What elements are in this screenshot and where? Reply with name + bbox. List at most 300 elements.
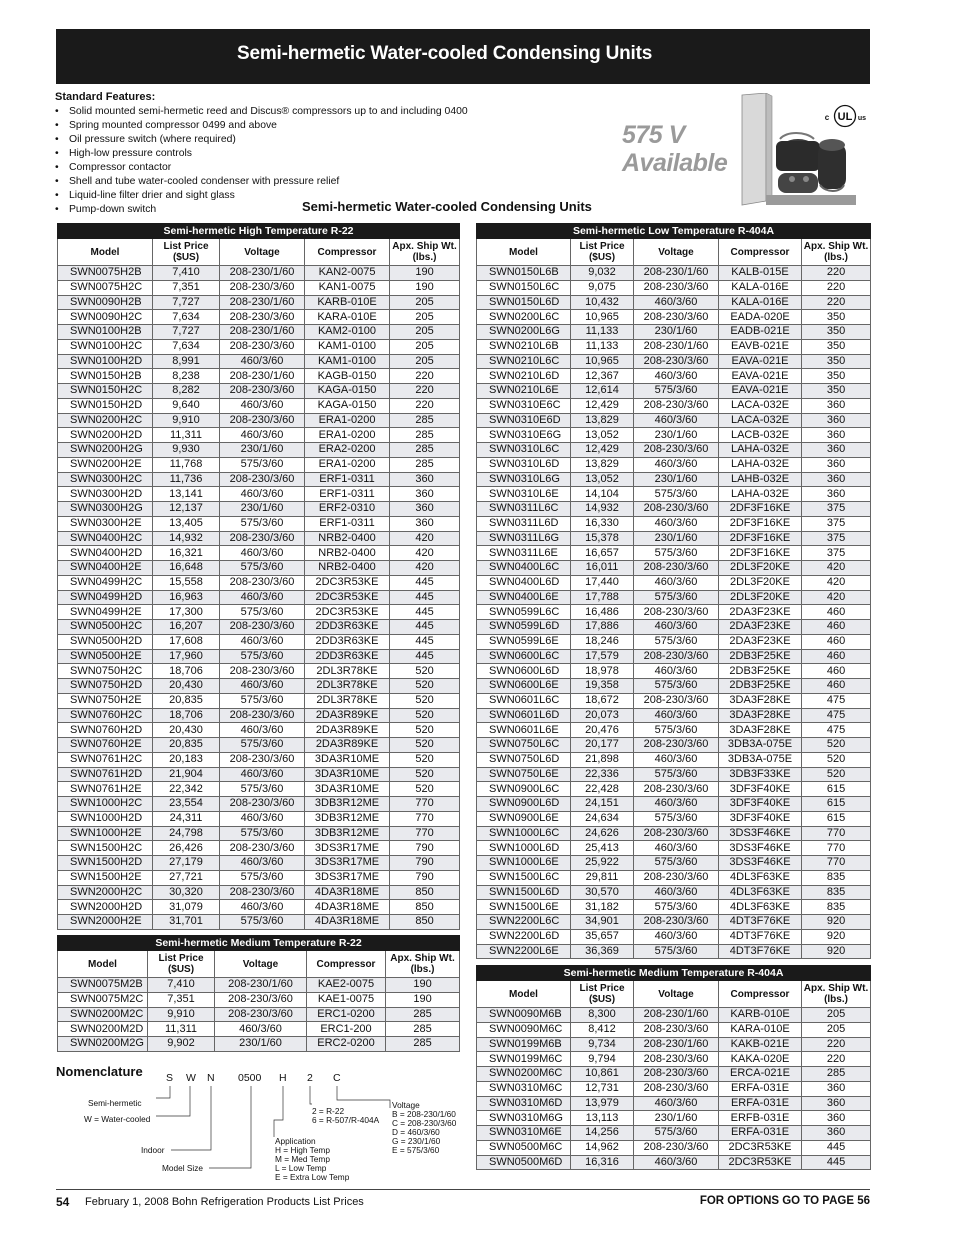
table-row [58, 546, 460, 561]
compressor-cell: 3DA3F28KE [719, 723, 802, 738]
compressor-cell: 2DL3F20KE [719, 561, 802, 576]
compressor-cell: 4DL3F63KE [719, 885, 802, 900]
voltage-cell: 208-230/3/60 [634, 310, 719, 325]
weight-cell: 850 [390, 915, 460, 930]
weight-cell: 375 [802, 502, 871, 517]
table-row [477, 531, 871, 546]
model-cell: SWN2000H2E [58, 915, 153, 930]
model-cell: SWN0150H2B [58, 369, 153, 384]
voltage-cell: 208-230/3/60 [220, 797, 305, 812]
compressor-cell: KAE2-0075 [307, 978, 386, 993]
weight-cell: 445 [390, 590, 460, 605]
table-row [477, 1067, 871, 1082]
price-cell: 16,316 [571, 1155, 634, 1170]
price-cell: 12,367 [571, 369, 634, 384]
voltage-cell: 575/3/60 [634, 944, 719, 959]
price-cell: 25,922 [571, 856, 634, 871]
weight-cell: 460 [802, 649, 871, 664]
nomen-refrigerant [312, 1107, 379, 1125]
price-cell: 29,811 [571, 870, 634, 885]
table-row [477, 679, 871, 694]
model-cell: SWN0200H2G [58, 443, 153, 458]
compressor-cell: ERA1-0200 [305, 457, 390, 472]
model-cell: SWN0311L6G [477, 531, 571, 546]
code-char-w: W [186, 1072, 196, 1084]
price-cell: 13,052 [571, 428, 634, 443]
voltage-cell: 460/3/60 [634, 413, 719, 428]
voltage-badge-line2: Available [622, 149, 728, 177]
table-row [58, 369, 460, 384]
feature-item: • Oil pressure switch (where required) [55, 133, 525, 147]
compressor-cell: 3DB3R12ME [305, 797, 390, 812]
feature-item: • Spring mounted compressor 0499 and above [55, 119, 525, 133]
voltage-cell: 575/3/60 [634, 590, 719, 605]
weight-cell: 520 [802, 767, 871, 782]
price-cell: 22,342 [153, 782, 220, 797]
compressor-cell: 3DF3F40KE [719, 797, 802, 812]
table-row [58, 797, 460, 812]
weight-cell: 790 [390, 841, 460, 856]
table-row [477, 649, 871, 664]
table-row [477, 870, 871, 885]
price-cell: 14,962 [571, 1140, 634, 1155]
table-row [477, 561, 871, 576]
price-cell: 13,405 [153, 516, 220, 531]
weight-cell: 360 [802, 428, 871, 443]
model-cell: SWN1500H2E [58, 870, 153, 885]
weight-cell: 190 [386, 978, 460, 993]
price-cell: 8,300 [571, 1008, 634, 1023]
nomen-application-m: M = Med Temp [275, 1154, 330, 1164]
table-row [477, 797, 871, 812]
price-cell: 24,311 [153, 811, 220, 826]
voltage-cell: 575/3/60 [220, 915, 305, 930]
price-cell: 13,979 [571, 1096, 634, 1111]
weight-cell: 360 [390, 487, 460, 502]
compressor-cell: 2DA3F23KE [719, 634, 802, 649]
voltage-cell: 575/3/60 [634, 487, 719, 502]
compressor-cell: 4DT3F76KE [719, 944, 802, 959]
compressor-cell: 2DA3R89KE [305, 708, 390, 723]
weight-cell: 360 [390, 472, 460, 487]
price-cell: 9,910 [148, 1007, 215, 1022]
table-row [477, 738, 871, 753]
price-cell: 8,991 [153, 354, 220, 369]
compressor-cell: 4DL3F63KE [719, 870, 802, 885]
weight-cell: 615 [802, 797, 871, 812]
model-cell: SWN0300H2C [58, 472, 153, 487]
column-header: Model [477, 981, 571, 1008]
model-cell: SWN0761H2E [58, 782, 153, 797]
table-row [477, 767, 871, 782]
table-row [477, 590, 871, 605]
price-cell: 18,246 [571, 634, 634, 649]
model-cell: SWN1000L6D [477, 841, 571, 856]
column-header: Model [58, 951, 148, 978]
table-row [477, 398, 871, 413]
nomen-application [275, 1137, 349, 1182]
voltage-cell: 208-230/3/60 [220, 841, 305, 856]
price-cell: 7,351 [153, 280, 220, 295]
voltage-cell: 460/3/60 [220, 354, 305, 369]
compressor-cell: 3DA3R10ME [305, 782, 390, 797]
voltage-cell: 575/3/60 [634, 856, 719, 871]
voltage-cell: 460/3/60 [634, 929, 719, 944]
price-cell: 9,930 [153, 443, 220, 458]
column-header: Voltage [215, 951, 307, 978]
nomen-voltage-title: Voltage [392, 1100, 420, 1110]
table-caption: Semi-hermetic Medium Temperature R-404A [477, 966, 871, 981]
compressor-cell: EAVA-021E [719, 384, 802, 399]
price-cell: 9,910 [153, 413, 220, 428]
voltage-cell: 208-230/3/60 [220, 664, 305, 679]
price-cell: 12,614 [571, 384, 634, 399]
compressor-cell: 3DA3F28KE [719, 708, 802, 723]
model-cell: SWN0210L6B [477, 339, 571, 354]
price-cell: 12,731 [571, 1081, 634, 1096]
table-row [477, 900, 871, 915]
voltage-cell: 208-230/3/60 [634, 782, 719, 797]
weight-cell: 350 [802, 369, 871, 384]
table-row [477, 841, 871, 856]
price-cell: 18,672 [571, 693, 634, 708]
price-cell: 22,336 [571, 767, 634, 782]
nomen-indoor: Indoor [141, 1145, 165, 1155]
model-cell: SWN0090H2B [58, 295, 153, 310]
price-cell: 18,978 [571, 664, 634, 679]
table-row [58, 1037, 460, 1052]
model-cell: SWN0075M2C [58, 992, 148, 1007]
model-cell: SWN0310L6C [477, 443, 571, 458]
table-row [477, 546, 871, 561]
table-row [58, 693, 460, 708]
voltage-cell: 575/3/60 [220, 826, 305, 841]
compressor-cell: LAHA-032E [719, 487, 802, 502]
price-cell: 15,378 [571, 531, 634, 546]
model-cell: SWN0599L6C [477, 605, 571, 620]
model-cell: SWN0300H2E [58, 516, 153, 531]
voltage-cell: 460/3/60 [220, 723, 305, 738]
table-row [477, 487, 871, 502]
compressor-cell: 2DC3R53KE [305, 605, 390, 620]
column-header: List Price ($US) [153, 239, 220, 266]
weight-cell: 205 [390, 325, 460, 340]
compressor-cell: KAGA-0150 [305, 384, 390, 399]
voltage-cell: 460/3/60 [634, 797, 719, 812]
voltage-cell: 230/1/60 [215, 1037, 307, 1052]
column-header: Compressor [307, 951, 386, 978]
table-high-temp-r22 [57, 223, 460, 930]
voltage-cell: 575/3/60 [634, 384, 719, 399]
footer-options-link: FOR OPTIONS GO TO PAGE 56 [699, 1195, 870, 1207]
model-cell: SWN0750L6D [477, 752, 571, 767]
price-cell: 9,032 [571, 266, 634, 281]
compressor-cell: 2DC3R53KE [305, 575, 390, 590]
table-row [477, 280, 871, 295]
weight-cell: 285 [386, 1022, 460, 1037]
compressor-cell: 2DD3R63KE [305, 634, 390, 649]
weight-cell: 285 [386, 1007, 460, 1022]
weight-cell: 220 [802, 1052, 871, 1067]
table-row [58, 992, 460, 1007]
feature-item: • Liquid-line filter drier and sight glass [55, 189, 525, 203]
feature-item: • Shell and tube water-cooled condenser with pressure relief [55, 175, 525, 189]
price-cell: 7,410 [153, 266, 220, 281]
voltage-cell: 460/3/60 [220, 767, 305, 782]
nomen-application-title: Application [275, 1136, 316, 1146]
price-cell: 11,311 [148, 1022, 215, 1037]
column-header: List Price ($US) [571, 239, 634, 266]
voltage-cell: 460/3/60 [634, 1096, 719, 1111]
table-row [58, 443, 460, 458]
weight-cell: 205 [390, 295, 460, 310]
column-header: Apx. Ship Wt. (lbs.) [386, 951, 460, 978]
voltage-cell: 208-230/3/60 [634, 693, 719, 708]
voltage-cell: 575/3/60 [634, 811, 719, 826]
price-cell: 17,886 [571, 620, 634, 635]
price-cell: 20,073 [571, 708, 634, 723]
model-cell: SWN0310E6D [477, 413, 571, 428]
table-row [477, 811, 871, 826]
compressor-cell: ERA1-0200 [305, 428, 390, 443]
voltage-cell: 208-230/1/60 [220, 295, 305, 310]
table-row [477, 708, 871, 723]
compressor-cell: 3DA3F28KE [719, 693, 802, 708]
weight-cell: 445 [802, 1155, 871, 1170]
table-row [477, 575, 871, 590]
compressor-cell: KARB-010E [719, 1008, 802, 1023]
weight-cell: 835 [802, 870, 871, 885]
weight-cell: 285 [386, 1037, 460, 1052]
compressor-cell: KAGA-0150 [305, 398, 390, 413]
compressor-cell: 2DC3R53KE [719, 1155, 802, 1170]
compressor-cell: 2DF3F16KE [719, 546, 802, 561]
table-row [58, 605, 460, 620]
code-refrigerant: 2 [307, 1072, 313, 1084]
compressor-cell: EAVB-021E [719, 339, 802, 354]
weight-cell: 360 [390, 502, 460, 517]
table-row [58, 472, 460, 487]
weight-cell: 190 [386, 992, 460, 1007]
voltage-cell: 208-230/3/60 [634, 826, 719, 841]
weight-cell: 375 [802, 546, 871, 561]
model-cell: SWN0200L6C [477, 310, 571, 325]
weight-cell: 460 [802, 620, 871, 635]
table-row [477, 826, 871, 841]
nomen-voltage-e: E = 575/3/60 [392, 1145, 440, 1155]
table-row [58, 634, 460, 649]
nomen-semi-hermetic: Semi-hermetic [88, 1098, 142, 1108]
compressor-cell: 2DL3R78KE [305, 693, 390, 708]
compressor-cell: KAM2-0100 [305, 325, 390, 340]
model-cell: SWN0500H2E [58, 649, 153, 664]
model-cell: SWN0400H2C [58, 531, 153, 546]
price-cell: 16,321 [153, 546, 220, 561]
voltage-cell: 208-230/3/60 [634, 738, 719, 753]
code-application: H [279, 1072, 287, 1084]
table-row [477, 856, 871, 871]
price-cell: 7,634 [153, 339, 220, 354]
voltage-cell: 460/3/60 [220, 634, 305, 649]
column-header: Apx. Ship Wt. (lbs.) [390, 239, 460, 266]
model-cell: SWN0500M6C [477, 1140, 571, 1155]
model-cell: SWN0601L6D [477, 708, 571, 723]
compressor-cell: KAM1-0100 [305, 339, 390, 354]
model-cell: SWN0499H2E [58, 605, 153, 620]
price-cell: 17,440 [571, 575, 634, 590]
compressor-cell: ERFA-031E [719, 1126, 802, 1141]
compressor-cell: ERFA-031E [719, 1096, 802, 1111]
weight-cell: 835 [802, 885, 871, 900]
compressor-cell: 2DF3F16KE [719, 502, 802, 517]
table-row [58, 295, 460, 310]
footer-text: February 1, 2008 Bohn Refrigeration Products List Prices [85, 1196, 364, 1208]
voltage-cell: 208-230/1/60 [634, 1008, 719, 1023]
voltage-cell: 460/3/60 [220, 428, 305, 443]
weight-cell: 360 [802, 1126, 871, 1141]
weight-cell: 205 [390, 339, 460, 354]
compressor-cell: LACB-032E [719, 428, 802, 443]
price-cell: 17,300 [153, 605, 220, 620]
compressor-cell: ERC1-0200 [307, 1007, 386, 1022]
price-cell: 16,657 [571, 546, 634, 561]
table-row [477, 1126, 871, 1141]
price-cell: 13,113 [571, 1111, 634, 1126]
feature-item: • High-low pressure controls [55, 147, 525, 161]
compressor-cell: EAVA-021E [719, 369, 802, 384]
voltage-cell: 460/3/60 [220, 487, 305, 502]
voltage-cell: 575/3/60 [220, 693, 305, 708]
weight-cell: 770 [802, 841, 871, 856]
weight-cell: 220 [802, 1037, 871, 1052]
table-row [477, 384, 871, 399]
weight-cell: 520 [390, 738, 460, 753]
price-cell: 14,932 [153, 531, 220, 546]
price-cell: 23,554 [153, 797, 220, 812]
column-header: Model [58, 239, 153, 266]
price-cell: 16,486 [571, 605, 634, 620]
weight-cell: 790 [390, 856, 460, 871]
table-row [477, 605, 871, 620]
compressor-cell: ERFB-031E [719, 1111, 802, 1126]
column-header: Voltage [634, 981, 719, 1008]
compressor-cell: 4DA3R18ME [305, 885, 390, 900]
price-cell: 12,137 [153, 502, 220, 517]
table-row [477, 752, 871, 767]
table-row [477, 1140, 871, 1155]
compressor-cell: ERF1-0311 [305, 516, 390, 531]
weight-cell: 520 [390, 782, 460, 797]
model-cell: SWN1000H2C [58, 797, 153, 812]
compressor-cell: NRB2-0400 [305, 531, 390, 546]
compressor-cell: 3DB3R12ME [305, 826, 390, 841]
compressor-cell: 2DL3R78KE [305, 679, 390, 694]
compressor-cell: 3DB3R12ME [305, 811, 390, 826]
weight-cell: 770 [390, 811, 460, 826]
price-cell: 20,476 [571, 723, 634, 738]
voltage-cell: 460/3/60 [634, 457, 719, 472]
weight-cell: 360 [802, 457, 871, 472]
weight-cell: 190 [390, 266, 460, 281]
model-cell: SWN0750L6C [477, 738, 571, 753]
weight-cell: 375 [802, 516, 871, 531]
voltage-cell: 208-230/3/60 [634, 1140, 719, 1155]
table-row [477, 885, 871, 900]
feature-item: • Solid mounted semi-hermetic reed and Discus® compressors up to and including 0400 [55, 105, 525, 119]
model-cell: SWN0400L6D [477, 575, 571, 590]
model-cell: SWN0499H2D [58, 590, 153, 605]
model-cell: SWN0900L6C [477, 782, 571, 797]
price-cell: 16,963 [153, 590, 220, 605]
price-cell: 11,133 [571, 325, 634, 340]
compressor-cell: 3DB3F33KE [719, 767, 802, 782]
model-cell: SWN0400L6E [477, 590, 571, 605]
weight-cell: 220 [802, 280, 871, 295]
voltage-cell: 208-230/3/60 [220, 472, 305, 487]
model-cell: SWN0760H2C [58, 708, 153, 723]
model-cell: SWN0750H2C [58, 664, 153, 679]
model-cell: SWN0499H2C [58, 575, 153, 590]
table-row [58, 811, 460, 826]
table-row [58, 870, 460, 885]
table-row [477, 664, 871, 679]
table-row [58, 767, 460, 782]
price-cell: 19,358 [571, 679, 634, 694]
compressor-cell: KAKA-020E [719, 1052, 802, 1067]
compressor-cell: 3DA3R10ME [305, 767, 390, 782]
price-cell: 13,052 [571, 472, 634, 487]
table-row [58, 266, 460, 281]
weight-cell: 850 [390, 885, 460, 900]
price-cell: 7,410 [148, 978, 215, 993]
price-cell: 8,412 [571, 1022, 634, 1037]
model-cell: SWN0090M6B [477, 1008, 571, 1023]
compressor-cell: 3DS3R17ME [305, 856, 390, 871]
model-cell: SWN0600L6C [477, 649, 571, 664]
price-cell: 11,311 [153, 428, 220, 443]
price-cell: 20,430 [153, 723, 220, 738]
compressor-cell: 4DT3F76KE [719, 915, 802, 930]
voltage-cell: 208-230/3/60 [634, 354, 719, 369]
voltage-cell: 575/3/60 [220, 457, 305, 472]
table-row [477, 369, 871, 384]
column-header: Compressor [719, 981, 802, 1008]
table-row [477, 428, 871, 443]
compressor-cell: 3DB3A-075E [719, 738, 802, 753]
voltage-cell: 575/3/60 [220, 516, 305, 531]
voltage-cell: 575/3/60 [634, 767, 719, 782]
weight-cell: 420 [390, 531, 460, 546]
price-cell: 35,657 [571, 929, 634, 944]
price-cell: 11,736 [153, 472, 220, 487]
price-cell: 30,320 [153, 885, 220, 900]
table-row [477, 1052, 871, 1067]
price-cell: 16,648 [153, 561, 220, 576]
voltage-cell: 575/3/60 [634, 1126, 719, 1141]
nomenclature-section [56, 1062, 476, 1192]
model-cell: SWN0090M6C [477, 1022, 571, 1037]
weight-cell: 205 [390, 310, 460, 325]
price-cell: 27,721 [153, 870, 220, 885]
price-cell: 7,727 [153, 295, 220, 310]
voltage-cell: 460/3/60 [634, 620, 719, 635]
ul-mark-us: us [857, 115, 867, 122]
price-cell: 31,182 [571, 900, 634, 915]
table-caption: Semi-hermetic High Temperature R-22 [58, 224, 460, 239]
column-header: Apx. Ship Wt. (lbs.) [802, 239, 871, 266]
model-cell: SWN1000L6C [477, 826, 571, 841]
model-cell: SWN0310M6D [477, 1096, 571, 1111]
